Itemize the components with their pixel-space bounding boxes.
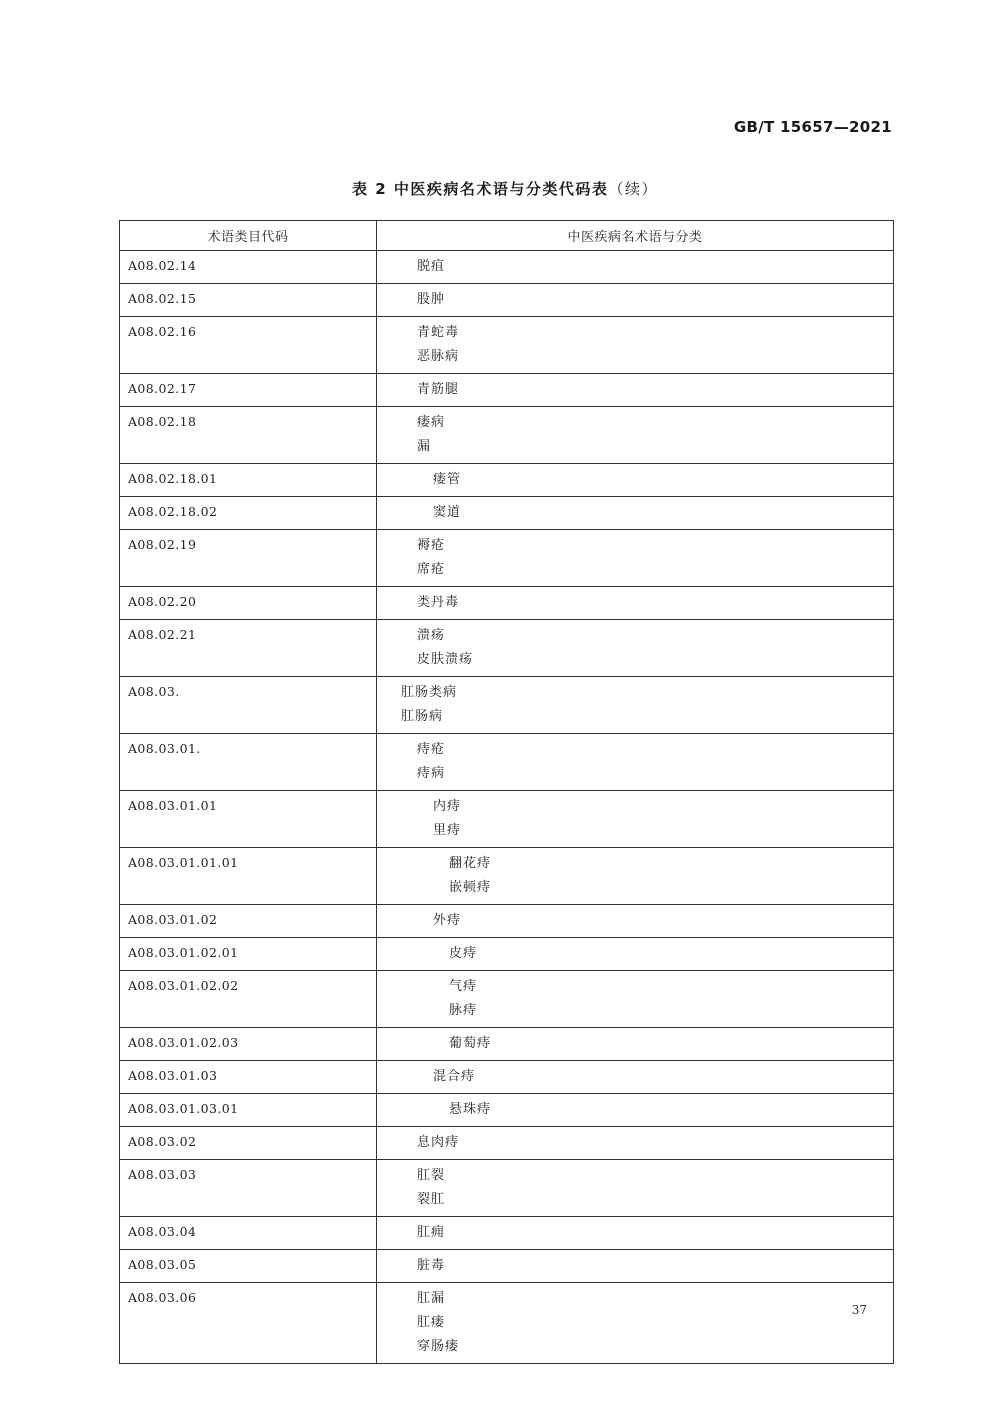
term-name: 脱疽 xyxy=(417,259,446,274)
table-row xyxy=(120,530,894,587)
term-code-cell: A08.02.19 xyxy=(120,530,377,587)
term-code-cell: A08.03.05 xyxy=(120,1250,377,1283)
term-name: 脉痔 xyxy=(449,1003,478,1018)
table-title xyxy=(0,178,999,199)
term-code-cell: A08.02.15 xyxy=(120,284,377,317)
term-name: 漏 xyxy=(417,439,432,454)
term-name: 翻花痔 xyxy=(449,856,492,871)
table-row xyxy=(120,905,894,938)
table-row xyxy=(120,464,894,497)
term-name: 葡萄痔 xyxy=(449,1036,492,1051)
term-names-cell xyxy=(377,848,894,905)
term-names-cell xyxy=(377,734,894,791)
term-code-cell: A08.03.01.01.01 xyxy=(120,848,377,905)
term-name: 息肉痔 xyxy=(417,1135,460,1150)
term-name: 瘘管 xyxy=(433,472,462,487)
term-names-cell xyxy=(377,1160,894,1217)
term-name: 皮痔 xyxy=(449,946,478,961)
term-name: 脏毒 xyxy=(417,1258,446,1273)
term-name: 肛瘘 xyxy=(417,1315,446,1330)
term-names-cell xyxy=(377,791,894,848)
term-names-cell xyxy=(377,1094,894,1127)
term-code-cell: A08.03.01.01 xyxy=(120,791,377,848)
term-name: 悬珠痔 xyxy=(449,1102,492,1117)
term-name: 青蛇毒 xyxy=(417,325,460,340)
term-names-cell xyxy=(377,317,894,374)
term-name: 痔疮 xyxy=(417,742,446,757)
term-code-cell: A08.03.03 xyxy=(120,1160,377,1217)
term-names-cell xyxy=(377,374,894,407)
term-name: 皮肤溃疡 xyxy=(417,652,474,667)
table-row xyxy=(120,1094,894,1127)
table-row xyxy=(120,1127,894,1160)
term-names-cell xyxy=(377,530,894,587)
term-code-cell: A08.03.06 xyxy=(120,1283,377,1364)
term-code-cell: A08.02.14 xyxy=(120,251,377,284)
term-name: 瘘病 xyxy=(417,415,446,430)
term-name: 痔病 xyxy=(417,766,446,781)
term-name: 外痔 xyxy=(433,913,462,928)
term-names-cell xyxy=(377,587,894,620)
term-name: 褥疮 xyxy=(417,538,446,553)
term-code-cell: A08.03.01.02.01 xyxy=(120,938,377,971)
term-name: 肛裂 xyxy=(417,1168,446,1183)
term-code-cell: A08.03.02 xyxy=(120,1127,377,1160)
page-number: 37 xyxy=(851,1303,867,1317)
table-row xyxy=(120,848,894,905)
term-names-cell xyxy=(377,905,894,938)
term-code-cell: A08.03.01. xyxy=(120,734,377,791)
table-row xyxy=(120,587,894,620)
term-code-cell: A08.02.17 xyxy=(120,374,377,407)
term-name: 里痔 xyxy=(433,823,462,838)
term-name: 肛肠病 xyxy=(401,709,444,724)
term-code-cell: A08.02.18.01 xyxy=(120,464,377,497)
table-body xyxy=(120,251,894,1364)
term-names-cell xyxy=(377,620,894,677)
term-name: 混合痔 xyxy=(433,1069,476,1084)
term-names-cell xyxy=(377,1061,894,1094)
term-code-cell: A08.03.01.02.02 xyxy=(120,971,377,1028)
term-code-cell: A08.03.01.03.01 xyxy=(120,1094,377,1127)
term-name: 内痔 xyxy=(433,799,462,814)
table-row xyxy=(120,1160,894,1217)
table-header-row xyxy=(120,221,894,251)
term-code-cell: A08.03.04 xyxy=(120,1217,377,1250)
table-row xyxy=(120,1250,894,1283)
term-code-cell: A08.03.01.02.03 xyxy=(120,1028,377,1061)
term-code-cell: A08.03. xyxy=(120,677,377,734)
term-name: 类丹毒 xyxy=(417,595,460,610)
table-row xyxy=(120,1283,894,1364)
term-name: 肛痈 xyxy=(417,1225,446,1240)
standard-number: GB/T 15657—2021 xyxy=(733,118,892,136)
table-row xyxy=(120,497,894,530)
term-code-cell: A08.02.16 xyxy=(120,317,377,374)
table-title-suffix: （续） xyxy=(608,180,658,198)
table-row xyxy=(120,938,894,971)
term-names-cell xyxy=(377,1127,894,1160)
table-row xyxy=(120,1217,894,1250)
term-names-cell xyxy=(377,1028,894,1061)
term-names-cell xyxy=(377,971,894,1028)
table-row xyxy=(120,1061,894,1094)
table-row xyxy=(120,1028,894,1061)
term-names-cell xyxy=(377,1250,894,1283)
term-names-cell xyxy=(377,938,894,971)
column-header-terms: 中医疾病名术语与分类 xyxy=(377,221,894,251)
term-code-cell: A08.02.18.02 xyxy=(120,497,377,530)
term-code-cell: A08.03.01.03 xyxy=(120,1061,377,1094)
term-name: 恶脉病 xyxy=(417,349,460,364)
term-name: 气痔 xyxy=(449,979,478,994)
term-name: 青筋腿 xyxy=(417,382,460,397)
table-row xyxy=(120,734,894,791)
table-row xyxy=(120,407,894,464)
term-names-cell xyxy=(377,407,894,464)
term-names-cell xyxy=(377,1217,894,1250)
column-header-code: 术语类目代码 xyxy=(120,221,377,251)
table-row xyxy=(120,677,894,734)
table-row xyxy=(120,251,894,284)
term-code-cell: A08.02.20 xyxy=(120,587,377,620)
term-name: 窦道 xyxy=(433,505,462,520)
term-name: 裂肛 xyxy=(417,1192,446,1207)
term-name: 嵌顿痔 xyxy=(449,880,492,895)
term-names-cell xyxy=(377,1283,894,1364)
term-name: 穿肠瘘 xyxy=(417,1339,460,1354)
term-name: 溃疡 xyxy=(417,628,446,643)
term-names-cell xyxy=(377,251,894,284)
term-code-cell: A08.03.01.02 xyxy=(120,905,377,938)
table-row xyxy=(120,284,894,317)
term-name: 席疮 xyxy=(417,562,446,577)
term-name: 肛肠类病 xyxy=(401,685,458,700)
term-names-cell xyxy=(377,284,894,317)
term-code-cell: A08.02.18 xyxy=(120,407,377,464)
table-row xyxy=(120,374,894,407)
term-names-cell xyxy=(377,464,894,497)
table-row xyxy=(120,791,894,848)
table-row xyxy=(120,620,894,677)
table-row xyxy=(120,971,894,1028)
term-code-cell: A08.02.21 xyxy=(120,620,377,677)
term-names-cell xyxy=(377,677,894,734)
table-row xyxy=(120,317,894,374)
term-names-cell xyxy=(377,497,894,530)
table-title-main: 表 2 中医疾病名术语与分类代码表 xyxy=(352,180,609,198)
term-name: 股肿 xyxy=(417,292,446,307)
term-classification-table xyxy=(119,220,894,1364)
term-name: 肛漏 xyxy=(417,1291,446,1306)
